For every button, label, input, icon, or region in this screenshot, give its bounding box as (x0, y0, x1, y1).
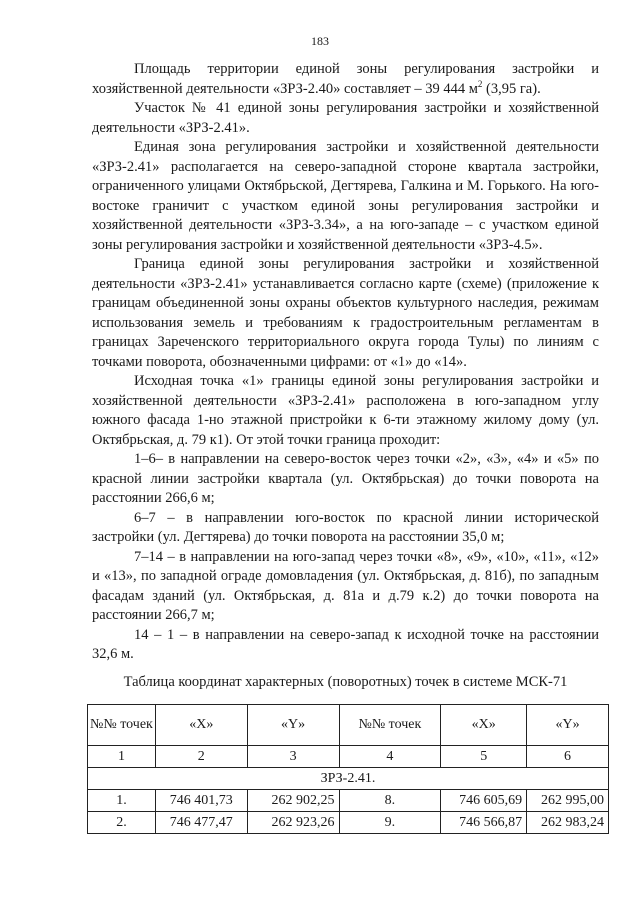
point-number: 9. (339, 812, 441, 834)
paragraph-plot-title: Участок № 41 единой зоны регулирования застройки и хозяйственной деятельности «ЗРЗ-2.41». (92, 100, 599, 136)
column-number: 5 (441, 746, 527, 768)
point-number: 8. (339, 790, 441, 812)
y-coordinate: 262 902,25 (247, 790, 339, 812)
paragraph-segment-1-6: 1–6– в направлении на северо-восток через точки «2», «3», «4» и «5» по красной линии застройки квартала (ул. Октябрьская) до точки поворота на расстоянии 266,6 м; (92, 451, 599, 506)
column-number: 2 (155, 746, 247, 768)
header-cell: «X» (441, 705, 527, 746)
paragraph-start-point: Исходная точка «1» границы единой зоны регулирования застройки и хозяйственной деятельности «ЗРЗ-2.41» расположена в юго-западном углу южного фасада 1-но этажной пристройки к 6-ти этажному жилому дому (ул. Октябрьская, д. 79 к1). От этой точки граница проходит: (92, 373, 599, 448)
point-number: 2. (88, 812, 156, 834)
page-number: 183 (311, 34, 329, 48)
y-coordinate: 262 983,24 (527, 812, 609, 834)
column-number-row (88, 746, 609, 768)
x-coordinate: 746 566,87 (441, 812, 527, 834)
x-coordinate: 746 477,47 (155, 812, 247, 834)
area-suffix: (3,95 га). (482, 80, 541, 97)
area-text: Площадь территории единой зоны регулирования застройки и хозяйственной деятельности «ЗРЗ-2.40» составляет – 39 444 м (92, 61, 599, 97)
section-row (88, 768, 609, 790)
paragraph-area (92, 60, 599, 99)
header-cell: №№ точек (88, 705, 156, 746)
header-cell: «Y» (527, 705, 609, 746)
x-coordinate: 746 605,69 (441, 790, 527, 812)
table-row (88, 812, 609, 834)
column-number: 3 (247, 746, 339, 768)
header-cell: «Y» (247, 705, 339, 746)
x-coordinate: 746 401,73 (155, 790, 247, 812)
paragraph-location: Единая зона регулирования застройки и хозяйственной деятельности «ЗРЗ-2.41» располагается на северо-западной стороне квартала застройки, ограниченного улицами Октябрьской, Дегтярева, Галкина и М. Горького. На юго-востоке граничит с участком единой зоны регулирования застройки и хозяйственной деятельности «ЗРЗ-3.34», а на юго-западе – с участком единой зоны регулирования застройки и хозяйственной деятельности «ЗРЗ-4.5». (92, 139, 599, 253)
area-unit-power: 2 (477, 78, 483, 89)
column-number: 4 (339, 746, 441, 768)
y-coordinate: 262 923,26 (247, 812, 339, 834)
coordinates-table (87, 704, 609, 834)
y-coordinate: 262 995,00 (527, 790, 609, 812)
column-number: 1 (88, 746, 156, 768)
section-label: ЗРЗ-2.41. (88, 768, 609, 790)
table-header-row (88, 705, 609, 746)
paragraph-segment-6-7: 6–7 – в направлении юго-восток по красной линии исторической застройки (ул. Дегтярева) до точки поворота на расстоянии 35,0 м; (92, 509, 599, 545)
table-row (88, 790, 609, 812)
header-cell: «X» (155, 705, 247, 746)
document-body (92, 60, 599, 665)
paragraph-segment-14-1: 14 – 1 – в направлении на северо-запад к исходной точке на расстоянии 32,6 м. (92, 626, 599, 662)
paragraph-segment-7-14: 7–14 – в направлении на юго-запад через точки «8», «9», «10», «11», «12» и «13», по западной ограде домовладения (ул. Октябрьская, д. 81б), по западным фасадам зданий (ул. Октябрьская, д. 81а и д.79 к.2) до точки поворота на расстоянии 266,7 м; (92, 548, 599, 623)
header-cell: №№ точек (339, 705, 441, 746)
column-number: 6 (527, 746, 609, 768)
point-number: 1. (88, 790, 156, 812)
table-caption: Таблица координат характерных (поворотных) точек в системе МСК-71 (123, 674, 568, 690)
paragraph-boundary: Граница единой зоны регулирования застройки и хозяйственной деятельности «ЗРЗ-2.41» устанавливается согласно карте (схеме) (приложение к границам объединенной зоны охраны объектов культурного наследия, режимам использования земель и требованиям к градостроительным регламентам в границах Зареченского территориального округа города Тулы) по линиям с точками поворота, обозначенными цифрами: от «1» до «14». (92, 256, 599, 370)
